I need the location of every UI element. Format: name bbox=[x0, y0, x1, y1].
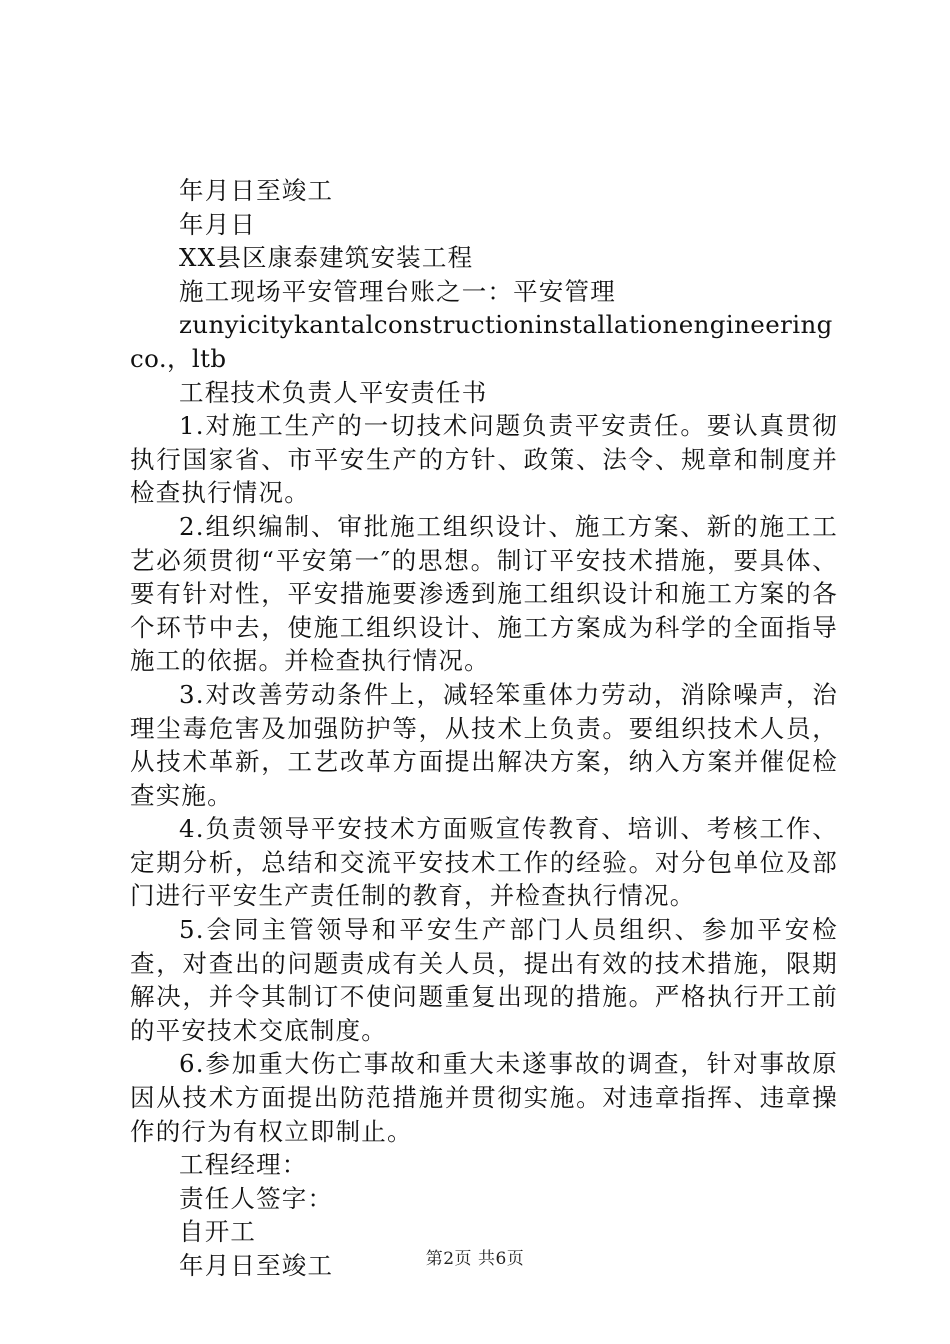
clause-6: 6.参加重大伤亡事故和重大未遂事故的调查，针对事故原因从技术方面提出防范措施并贯彻实施。对违章指挥、违章操作的行为有权立即制止。 bbox=[130, 1049, 838, 1146]
company-english-name: zunyicitykantalconstructioninstallationengineeringco.，ltb bbox=[130, 310, 833, 373]
clause-3: 3.对改善劳动条件上，减轻笨重体力劳动，消除噪声，治理尘毒危害及加强防护等，从技术上负责。要组织技术人员，从技术革新，工艺改革方面提出解决方案，纳入方案并催促检查实施。 bbox=[130, 679, 838, 810]
document-body bbox=[130, 174, 838, 1283]
date-line: 年月日 bbox=[179, 209, 257, 239]
ledger-title: 施工现场平安管理台账之一：平安管理 bbox=[179, 276, 616, 306]
date-range-line: 年月日至竣工 bbox=[179, 176, 334, 205]
company-name: XX县区康泰建筑安装工程 bbox=[179, 243, 474, 273]
signature-label: 责任人签字： bbox=[179, 1183, 334, 1213]
document-title: 工程技术负责人平安责任书 bbox=[179, 377, 488, 407]
clause-1: 1.对施工生产的一切技术问题负责平安责任。要认真贯彻执行国家省、市平安生产的方针、政策、法令、规章和制度并检查执行情况。 bbox=[130, 411, 838, 508]
end-date-line: 年月日至竣工 bbox=[179, 1251, 334, 1280]
manager-label: 工程经理： bbox=[179, 1150, 308, 1180]
start-label: 自开工 bbox=[179, 1217, 257, 1247]
clause-5: 5.会同主管领导和平安生产部门人员组织、参加平安检查，对查出的问题责成有关人员，提出有效的技术措施，限期解决，并令其制订不使问题重复出现的措施。严格执行开工前的平安技术交底制度。 bbox=[130, 915, 838, 1045]
clause-4: 4.负责领导平安技术方面贩宣传教育、培训、考核工作、定期分析，总结和交流平安技术工作的经验。对分包单位及部门进行平安生产责任制的教育，并检查执行情况。 bbox=[130, 814, 838, 911]
clause-2: 2.组织编制、审批施工组织设计、施工方案、新的施工工艺必须贯彻“平安第一″的思想。制订平安技术措施，要具体、要有针对性，平安措施要渗透到施工组织设计和施工方案的各个环节中去，使施工组织设计、施工方案成为科学的全面指导施工的依据。并检查执行情况。 bbox=[130, 511, 838, 676]
page-number: 第2页 共6页 bbox=[425, 1249, 525, 1269]
